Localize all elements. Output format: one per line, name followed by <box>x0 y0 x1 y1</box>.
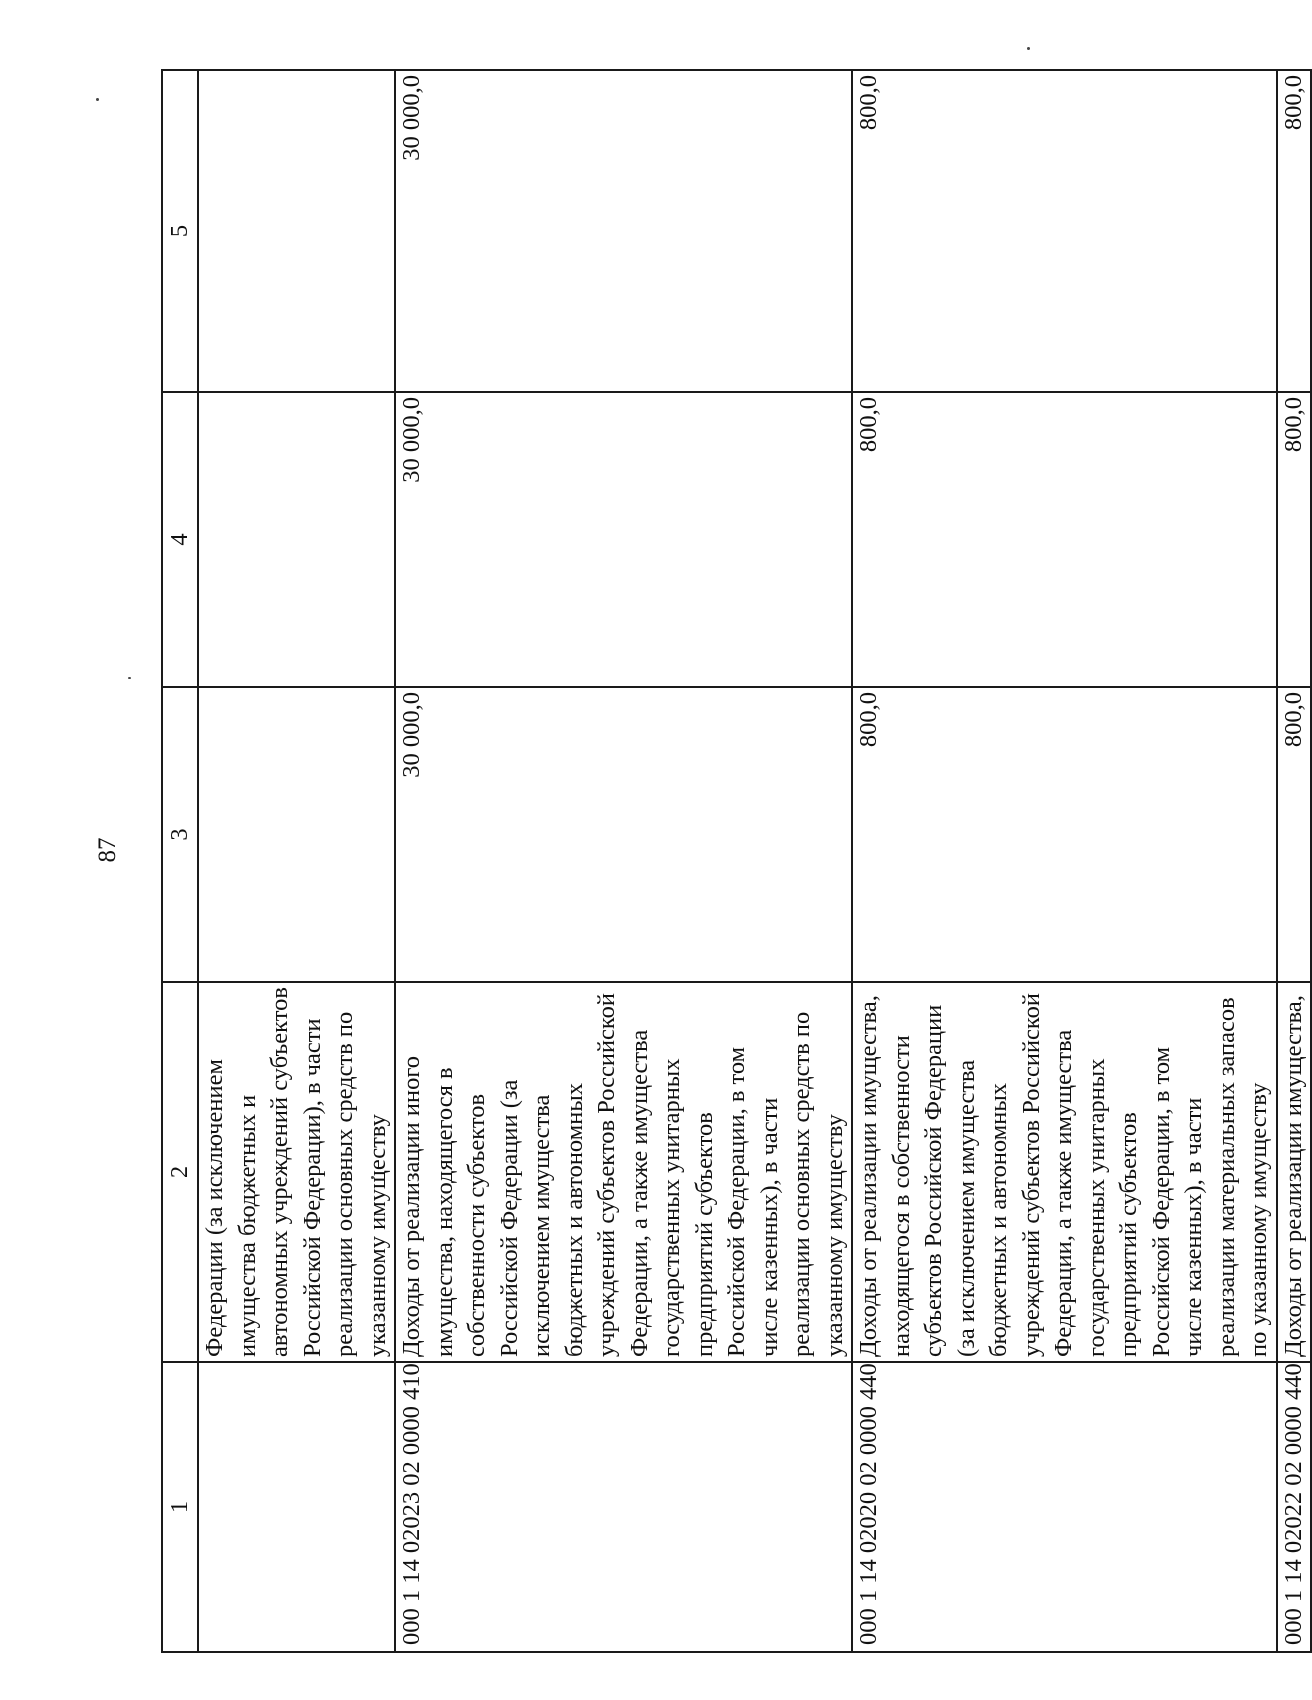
revenue-code-cell <box>198 1362 395 1652</box>
table-row <box>852 70 1277 1652</box>
amount-cell <box>198 392 395 687</box>
amount-cell: 800,0 <box>852 70 1277 392</box>
column-header: 3 <box>162 687 198 982</box>
amount-cell: 800,0 <box>852 392 1277 687</box>
table-row <box>1277 70 1312 1652</box>
budget-table-container <box>161 71 1307 1653</box>
scan-speck <box>128 677 131 679</box>
revenue-code-cell: 000 1 14 02022 02 0000 440 <box>1277 1362 1312 1652</box>
revenue-code-cell: 000 1 14 02020 02 0000 440 <box>852 1362 1277 1652</box>
scan-speck <box>1027 47 1030 50</box>
scan-speck <box>96 98 99 101</box>
revenue-description-cell: Доходы от реализации имущества, находящегося в собственности субъектов Российской Федерации (за исключением имущества бюджетных и автономных учреждений субъектов Российской Федерации, а также имущества государственных унитарных предприятий субъектов Российской Федерации, в том числе казенных), в части реализации материальных запасов по указанному имуществу <box>852 982 1277 1362</box>
amount-cell: 30 000,0 <box>395 392 852 687</box>
column-header: 1 <box>162 1362 198 1652</box>
table-row <box>198 70 395 1652</box>
amount-cell <box>198 687 395 982</box>
column-header: 4 <box>162 392 198 687</box>
amount-cell: 800,0 <box>852 687 1277 982</box>
amount-cell: 800,0 <box>1277 392 1312 687</box>
budget-revenue-table <box>161 69 1312 1653</box>
revenue-description-cell: Федерации (за исключением имущества бюджетных и автономных учреждений субъектов Российской Федерации), в части реализации основных средств по указанному имуществу <box>198 982 395 1362</box>
amount-cell <box>198 70 395 392</box>
amount-cell: 30 000,0 <box>395 70 852 392</box>
revenue-description-cell: Доходы от реализации иного имущества, находящегося в собственности субъектов Российской Федерации (за исключением имущества бюджетных и автономных учреждений субъектов Российской Федерации, а также имущества государственных унитарных предприятий субъектов Российской Федерации, в том числе казенных), в части реализации основных средств по указанному имуществу <box>395 982 852 1362</box>
table-row <box>395 70 852 1652</box>
column-header: 5 <box>162 70 198 392</box>
amount-cell: 800,0 <box>1277 687 1312 982</box>
table-header-row <box>162 70 198 1652</box>
amount-cell: 800,0 <box>1277 70 1312 392</box>
revenue-code-cell: 000 1 14 02023 02 0000 410 <box>395 1362 852 1652</box>
page-number: 87 <box>94 837 121 863</box>
revenue-description-cell: Доходы от реализации имущества, <box>1277 982 1312 1362</box>
column-header: 2 <box>162 982 198 1362</box>
amount-cell: 30 000,0 <box>395 687 852 982</box>
